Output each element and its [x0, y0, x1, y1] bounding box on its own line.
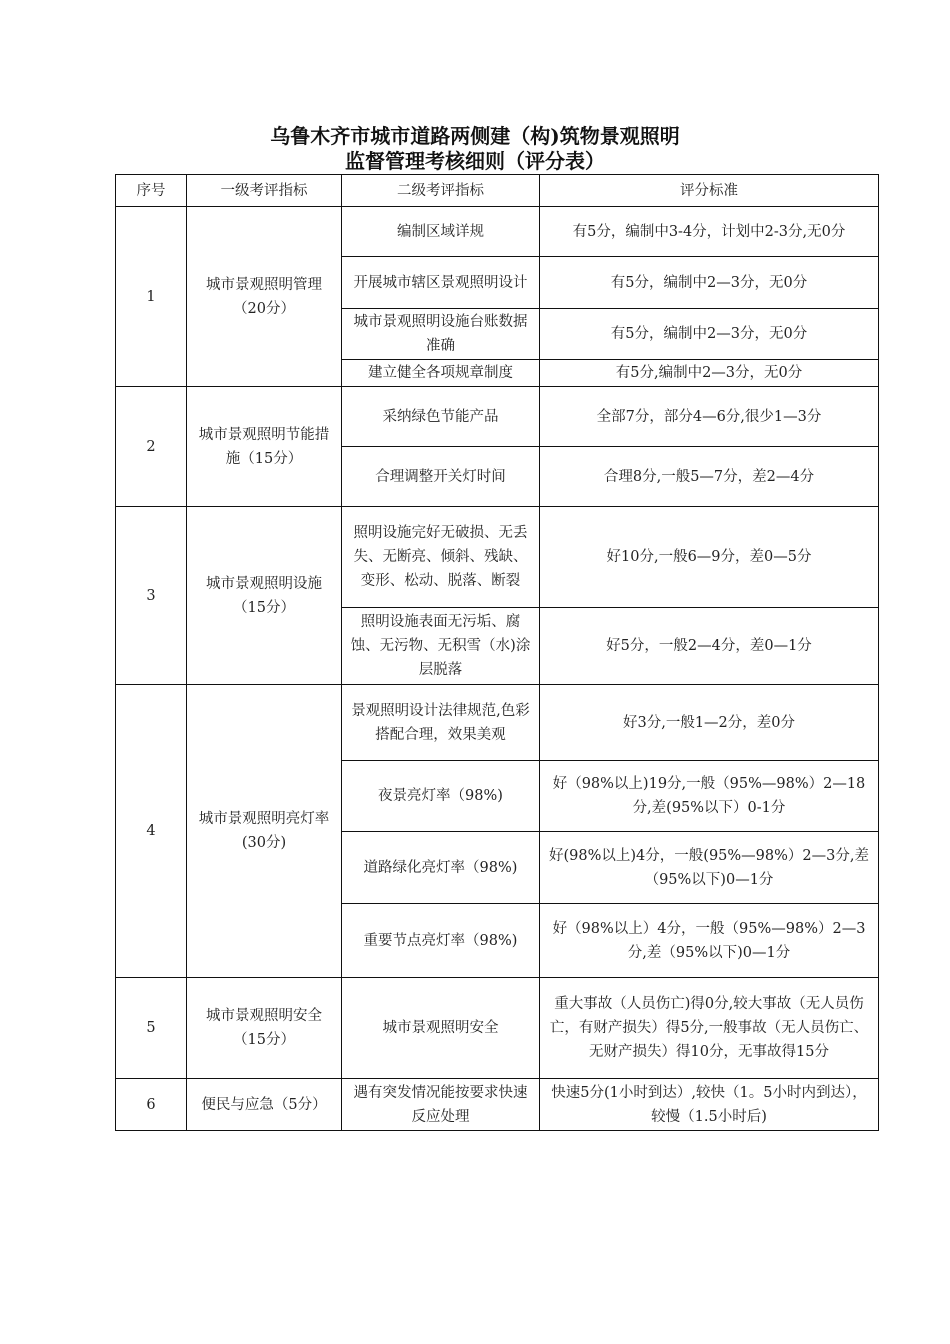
secondary-indicator-cell: 照明设施表面无污垢、腐蚀、无污物、无积雪（水)涂层脱落	[342, 608, 540, 685]
scoring-standard-cell: 全部7分，部分4—6分,很少1—3分	[540, 387, 879, 447]
primary-indicator-cell: 城市景观照明设施（15分）	[187, 507, 342, 685]
scoring-standard-cell: 好3分,一般1—2分，差0分	[540, 685, 879, 761]
document-title-line2: 监督管理考核细则（评分表）	[345, 149, 605, 173]
scoring-standard-cell: 有5分,编制中2—3分，无0分	[540, 360, 879, 387]
scoring-standard-cell: 有5分，编制中2—3分，无0分	[540, 257, 879, 309]
secondary-indicator-cell: 开展城市辖区景观照明设计	[342, 257, 540, 309]
serial-number-cell: 2	[116, 387, 187, 507]
serial-number-cell: 1	[116, 207, 187, 387]
scoring-table	[115, 174, 879, 1131]
table-row	[116, 387, 879, 447]
primary-indicator-cell: 城市景观照明亮灯率(30分)	[187, 685, 342, 978]
scoring-standard-cell: 好5分，一般2—4分，差0—1分	[540, 608, 879, 685]
scoring-standard-cell: 好(98%以上)4分，一般(95%—98%）2—3分,差（95%以下)0—1分	[540, 832, 879, 904]
secondary-indicator-cell: 采纳绿色节能产品	[342, 387, 540, 447]
secondary-indicator-cell: 道路绿化亮灯率（98%)	[342, 832, 540, 904]
serial-number-cell: 6	[116, 1079, 187, 1131]
secondary-indicator-cell: 景观照明设计法律规范,色彩搭配合理，效果美观	[342, 685, 540, 761]
primary-indicator-cell: 便民与应急（5分）	[187, 1079, 342, 1131]
scoring-standard-cell: 好（98%以上）4分，一般（95%—98%）2—3分,差（95%以下)0—1分	[540, 904, 879, 978]
table-header-row	[116, 175, 879, 207]
secondary-indicator-cell: 夜景亮灯率（98%)	[342, 761, 540, 832]
secondary-indicator-cell: 编制区域详规	[342, 207, 540, 257]
secondary-indicator-cell: 遇有突发情况能按要求快速反应处理	[342, 1079, 540, 1131]
primary-indicator-cell: 城市景观照明管理（20分）	[187, 207, 342, 387]
secondary-indicator-cell: 建立健全各项规章制度	[342, 360, 540, 387]
scoring-standard-cell: 有5分，编制中3-4分，计划中2-3分,无0分	[540, 207, 879, 257]
header-primary-indicator: 一级考评指标	[187, 175, 342, 207]
table-row	[116, 507, 879, 608]
header-scoring-standard: 评分标准	[540, 175, 879, 207]
scoring-standard-cell: 好（98%以上)19分,一般（95%—98%）2—18分,差(95%以下）0-1分	[540, 761, 879, 832]
serial-number-cell: 5	[116, 978, 187, 1079]
scoring-standard-cell: 重大事故（人员伤亡)得0分,较大事故（无人员伤亡，有财产损失）得5分,一般事故（无人员伤亡、无财产损失）得10分，无事故得15分	[540, 978, 879, 1079]
scoring-standard-cell: 好10分,一般6—9分，差0—5分	[540, 507, 879, 608]
primary-indicator-cell: 城市景观照明安全（15分）	[187, 978, 342, 1079]
secondary-indicator-cell: 重要节点亮灯率（98%)	[342, 904, 540, 978]
table-row	[116, 1079, 879, 1131]
scoring-standard-cell: 有5分，编制中2—3分，无0分	[540, 309, 879, 360]
secondary-indicator-cell: 城市景观照明安全	[342, 978, 540, 1079]
secondary-indicator-cell: 城市景观照明设施台账数据准确	[342, 309, 540, 360]
scoring-standard-cell: 快速5分(1小时到达）,较快（1。5小时内到达），较慢（1.5小时后)	[540, 1079, 879, 1131]
table-row	[116, 685, 879, 761]
scoring-standard-cell: 合理8分,一般5—7分，差2—4分	[540, 447, 879, 507]
secondary-indicator-cell: 合理调整开关灯时间	[342, 447, 540, 507]
document-title-line1: 乌鲁木齐市城市道路两侧建（构)筑物景观照明	[270, 124, 680, 148]
primary-indicator-cell: 城市景观照明节能措施（15分）	[187, 387, 342, 507]
table-row	[116, 978, 879, 1079]
serial-number-cell: 4	[116, 685, 187, 978]
header-secondary-indicator: 二级考评指标	[342, 175, 540, 207]
table-row	[116, 207, 879, 257]
secondary-indicator-cell: 照明设施完好无破损、无丢失、无断亮、倾斜、残缺、变形、松动、脱落、断裂	[342, 507, 540, 608]
header-serial-number: 序号	[116, 175, 187, 207]
serial-number-cell: 3	[116, 507, 187, 685]
